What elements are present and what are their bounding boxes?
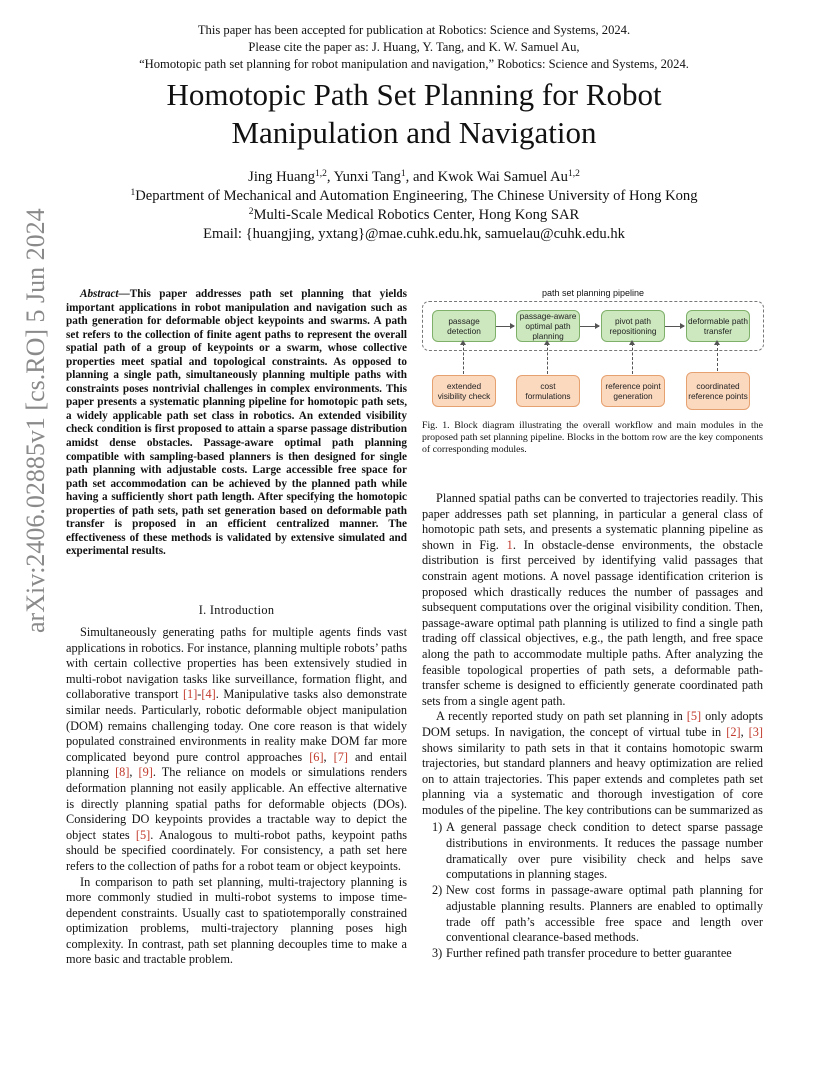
figure-1-block-diagram xyxy=(420,286,766,414)
block-coordinated-reference-points: coordinated reference points xyxy=(686,372,750,410)
contributions-list xyxy=(422,820,763,961)
paragraph: In comparison to path set planning, multi-trajectory planning is more commonly studied in multi-robot systems to impose time-dependent constraints. Usually cast to spatiotemporally constrained optimization problems, multi-trajectory planning poses high complexity. In contrast, path set planning decouples time to make a more basic and tractable problem. xyxy=(66,874,407,967)
figure-link[interactable]: 1 xyxy=(506,537,513,552)
text-run: . Analogous to multi-robot paths, keypoint paths should be specified coordinately. For consistency, a path set here refers to the collection of paths for a robot team or object keypoints. xyxy=(66,827,407,873)
text-run: , xyxy=(129,765,139,780)
list-item xyxy=(432,946,763,962)
paragraph xyxy=(422,709,763,818)
text-run: . Manipulative tasks also demonstrate similar needs. Particularly, robotic deformable object manipulation (DOM) remains challenging today. One core reason is that widely populated constrained environments in reality make DOM far more complicated beyond pure control approaches xyxy=(66,687,407,764)
affiliation xyxy=(0,206,828,225)
block-deformable-path-transfer: deformable path transfer xyxy=(686,310,750,342)
citation-link[interactable]: [3] xyxy=(748,724,763,739)
title-line: Manipulation and Navigation xyxy=(231,115,597,150)
affil-sup: 1 xyxy=(130,188,136,198)
section-heading: I. Introduction xyxy=(198,603,275,617)
affil-sup: 2 xyxy=(248,207,254,217)
arrow-up-icon xyxy=(547,343,548,374)
block-cost-formulations: cost formulations xyxy=(516,375,580,407)
intro-right-column xyxy=(422,491,763,962)
block-passage-detection: passage detection xyxy=(432,310,496,342)
affil-text: Department of Mechanical and Automation Engineering, The Chinese University of Hong Kong xyxy=(135,188,698,204)
author-affil-sup: 1 xyxy=(400,169,406,179)
author-names xyxy=(0,168,828,187)
list-number: 2) xyxy=(432,883,443,898)
list-item xyxy=(432,883,763,945)
list-text: Further refined path transfer procedure to better guarantee xyxy=(446,946,732,961)
text-run: Planned spatial paths can be converted to trajectories readily. This paper addresses path set planning, in particular a general class of homotopic path sets, and presents a systematic planning pipeline as shown in Fig. xyxy=(422,491,763,552)
list-number: 3) xyxy=(432,946,443,961)
figure-caption: Fig. 1. Block diagram illustrating the overall workflow and main modules in the proposed path set planning pipeline. Blocks in the bottom row are the key components of corresponding modules. xyxy=(422,420,763,456)
author-block xyxy=(0,168,828,244)
citation-link[interactable]: [7] xyxy=(333,749,348,764)
text-run: only adopts DOM setups. In navigation, the concept of virtual tube in xyxy=(422,709,763,739)
author-name: , and Kwok Wai Samuel Au xyxy=(405,169,568,185)
citation-link[interactable]: [4] xyxy=(201,687,216,702)
citation-link[interactable]: [8] xyxy=(115,765,130,780)
notice-line: Please cite the paper as: J. Huang, Y. Tang, and K. W. Samuel Au, xyxy=(248,40,580,54)
affiliation xyxy=(0,187,828,206)
text-run: . In obstacle-dense environments, the obstacle distribution is first perceived by identifying valid passages that constrain agent motions. A novel passage identification criterion is proposed which drastically reduces the number of passages and subsequent computations over the original visibility condition. Then, passage-aware optimal path planning is utilized to find a single path trading off classical objectives, e.g., the path length, and free space along the path to accommodate multiple paths. After analyzing the feasible topological properties of path sets, a deformable path-transfer scheme is designed to efficiently generate coordinated path sets from a single agent path. xyxy=(422,537,763,708)
text-run: and entail planning xyxy=(66,749,407,780)
arrow-up-icon xyxy=(632,343,633,374)
citation-link[interactable]: [5] xyxy=(686,709,702,724)
list-text: A general passage check condition to detect sparse passage distributions in environments. It reduces the passage number dramatically over pure visibility check and helps save computations in planning stages. xyxy=(446,820,763,882)
notice-line: This paper has been accepted for publication at Robotics: Science and Systems, 2024. xyxy=(197,23,631,37)
citation-link[interactable]: [2] xyxy=(726,724,741,739)
list-number: 1) xyxy=(432,820,443,835)
text-run: Simultaneously generating paths for multiple agents finds vast applications in robotics. For instance, planning multiple robots’ paths with certain collective properties has been extensively studied in multi-robot navigation tasks like surveillance, formation flight, and collaborative transport xyxy=(66,625,407,702)
arrow-right-icon xyxy=(580,326,599,327)
text-run: shows similarity to path sets in that it contains homotopic swarm trajectories, but standard planners and heavy optimization are relied on to attain trajectories. This paper extends and completes path set planning via a systematic and thorough investigation of core modules of the pipeline. The key contributions can be summarized as xyxy=(422,740,763,817)
figure-title: path set planning pipeline xyxy=(541,288,645,298)
author-name: Jing Huang xyxy=(248,169,316,185)
arrow-up-icon xyxy=(463,343,464,374)
list-text: New cost forms in passage-aware optimal path planning for adjustable planning results. Planners are enabled to optimally trade off path’s accessible free space and length over conventional clearance-based methods. xyxy=(446,883,763,945)
abstract-label: Abstract xyxy=(80,288,119,300)
block-reference-point-generation: reference point generation xyxy=(601,375,665,407)
text-run: - xyxy=(197,687,202,702)
paper-title xyxy=(0,76,828,152)
author-affil-sup: 1,2 xyxy=(315,169,327,179)
text-run: , xyxy=(323,749,334,764)
arrow-up-icon xyxy=(717,343,718,371)
publication-notice xyxy=(0,22,828,73)
citation-link[interactable]: [1] xyxy=(182,687,198,702)
title-line: Homotopic Path Set Planning for Robot xyxy=(166,77,662,112)
abstract-text: —This paper addresses path set planning that yields important applications in robot manipulation and navigation such as path generation for deformable object keypoints and swarms. A path set refers to the collection of finite agent paths to represent the overall spatial path of a group of keypoints or a swarm, whose collective properties meet spatial and topological constraints. As opposed to planning a single path, simultaneously planning multiple paths with constraints poses nontrivial challenges in complex environments. This paper presents a systematic planning pipeline for homotopic path sets, a widely applicable path set class in robotics. An extended visibility check condition is first proposed to attain a sparse passage distribution amidst dense obstacles. Passage-aware optimal path planning compatible with sampling-based planners is then designed for single path planning with adjustable costs. Large accessible free space for path set accommodation can be achieved by the planned path while having a sufficiently short path length. After specifying the homotopic properties of path sets, path set generation based on deformable path transfer is proposed in an efficient centralized manner. The effectiveness of these methods is validated by extensive simulated and experimental results. xyxy=(66,288,407,558)
paragraph xyxy=(66,625,407,875)
block-pivot-path-repositioning: pivot path repositioning xyxy=(601,310,665,342)
block-extended-visibility-check: extended visibility check xyxy=(432,375,496,407)
citation-link[interactable]: [9] xyxy=(138,765,153,780)
arxiv-stamp: arXiv:2406.02885v1 [cs.RO] 5 Jun 2024 xyxy=(21,208,50,633)
list-item xyxy=(432,820,763,882)
text-run: A recently reported study on path set planning in xyxy=(436,709,687,724)
author-name: , Yunxi Tang xyxy=(326,169,401,185)
abstract xyxy=(66,288,407,559)
arrow-right-icon xyxy=(496,326,514,327)
citation-link[interactable]: [6] xyxy=(309,749,324,764)
block-passage-aware-planning: passage-aware optimal path planning xyxy=(516,310,580,342)
citation-link[interactable]: [5] xyxy=(135,827,151,842)
paragraph xyxy=(422,491,763,709)
author-affil-sup: 1,2 xyxy=(567,169,580,179)
intro-left-column xyxy=(66,625,407,968)
affil-text: Multi-Scale Medical Robotics Center, Hong Kong SAR xyxy=(253,207,580,223)
notice-line: “Homotopic path set planning for robot manipulation and navigation,” Robotics: Science and Systems, 2024. xyxy=(139,57,689,71)
text-run: , xyxy=(740,724,749,739)
arrow-right-icon xyxy=(665,326,684,327)
text-run: . The reliance on models or simulations renders deformation planning not easily applicable. An effective alternative is directly planning spatial paths for deformable objects (DOs). Considering DO keypoints provides a tractable way to depict the object states xyxy=(66,765,408,842)
author-email: Email: {huangjing, yxtang}@mae.cuhk.edu.hk, samuelau@cuhk.edu.hk xyxy=(203,226,625,242)
